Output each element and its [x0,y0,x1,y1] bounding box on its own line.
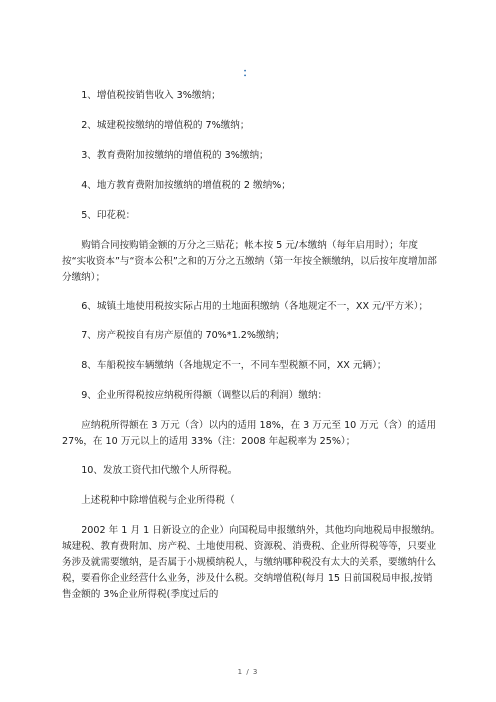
list-item-4: 4、地方教育费附加按缴纳的增值税的 2 缴纳%； [81,180,291,191]
list-item-6: 6、城镇土地使用税按实际占用的土地面积缴纳（各地规定不一，XX 元/平方米）； [81,301,429,312]
list-item-9: 9、企业所得税按应纳税所得额（调整以后的利润）缴纳： [81,390,328,401]
page-number: 1 / 3 [237,668,259,676]
list-item-8: 8、车船税按车辆缴纳（各地规定不一，不同车型税额不同，XX 元辆）； [81,360,387,371]
list-item-5: 5、印花税： [81,210,136,221]
list-item-1: 1、增值税按销售收入 3%缴纳； [81,90,221,101]
list-item-2: 2、城建税按缴纳的增值税的 7%缴纳； [81,120,250,131]
list-item-7: 7、房产税按自有房产原值的 70%*1.2%缴纳； [81,330,285,341]
income-tax-detail: 应纳税所得额在 3 万元（含）以内的适用 18%，在 3 万元至 10 万元（含）的适用 27%，在 10 万元以上的适用 33%（注：2008 年起税率为 25%）； [62,420,437,447]
summary-line: 上述税种中除增值税与企业所得税（ [81,495,235,506]
document-body [62,88,442,603]
stamp-tax-detail: 购销合同按购销金额的万分之三贴花；帐本按 5 元/本缴纳（每年启用时）；年度按“实收资本”与“资本公积”之和的万分之五缴纳（第一年按全额缴纳，以后按年度增加部分缴纳）； [62,240,437,283]
page-heading: ： [242,66,254,79]
final-paragraph: 2002 年 1 月 1 日新设立的企业）向国税局申报缴纳外，其他均向地税局申报缴纳。城建税、教育费附加、房产税、土地使用税、资源税、消费税、企业所得税等等，只要业务涉及就需要缴纳，是否属于小规模纳税人，与缴纳哪种税没有太大的关系，要缴纳什么税，要看你企业经营什么业务，涉及什么税。交纳增值税(每月 15 日前国税局申报,按销售金额的 3%企业所得税(季度过后的 [62,525,441,600]
list-item-3: 3、教育费附加按缴纳的增值税的 3%缴纳； [81,150,269,161]
list-item-10: 10、发放工资代扣代缴个人所得税。 [81,465,238,476]
